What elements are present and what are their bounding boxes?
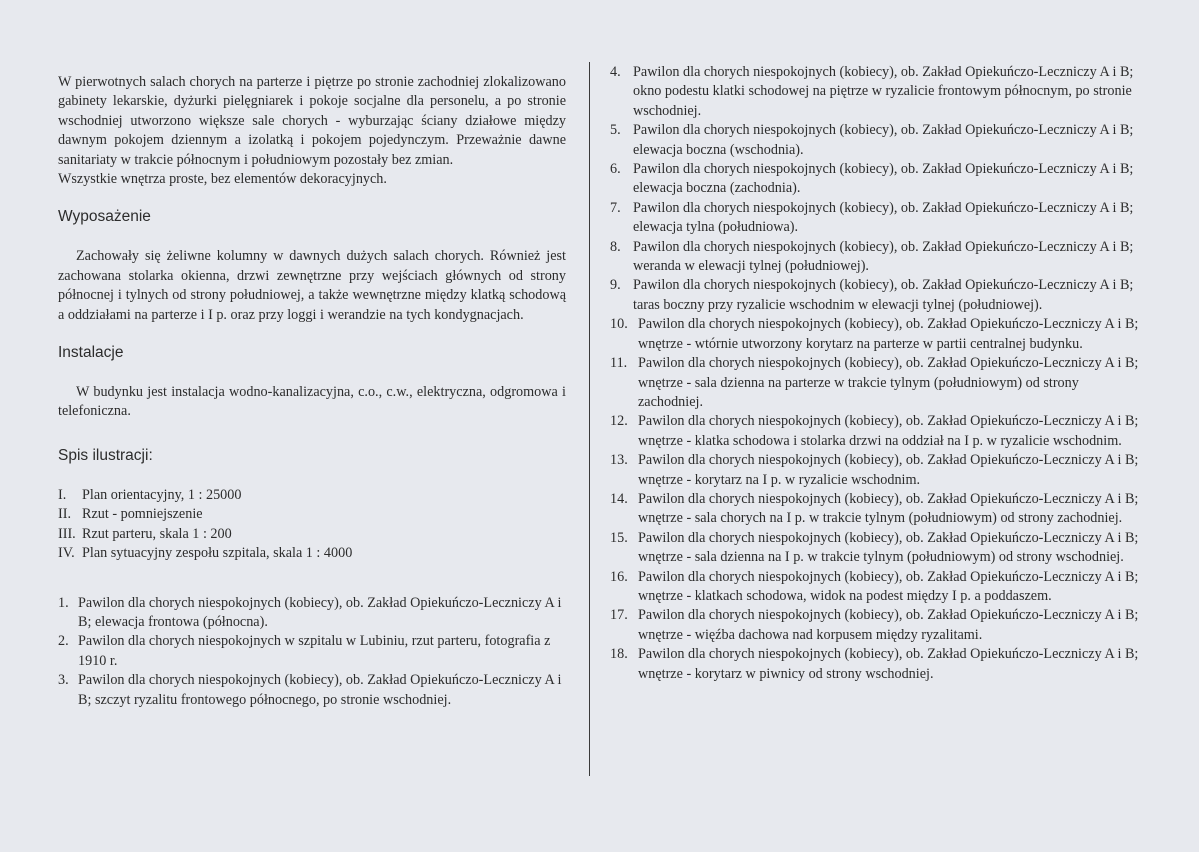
list-text: Plan orientacyjny, 1 : 25000 [82, 486, 242, 503]
list-number: 5. [610, 122, 621, 139]
list-number: IV. [58, 545, 75, 562]
right-column [610, 63, 1140, 684]
list-item [610, 121, 1140, 160]
list-item [610, 199, 1140, 238]
list-item [610, 529, 1140, 568]
list-item [610, 63, 1140, 121]
list-number: 3. [58, 672, 69, 689]
intro-last-line: Wszystkie wnętrza proste, bez elementów dekoracyjnych. [58, 171, 387, 188]
list-text: Pawilon dla chorych niespokojnych (kobiecy), ob. Zakład Opiekuńczo-Leczniczy A i B; elewacja tylna (południowa). [633, 199, 1134, 236]
list-text: Pawilon dla chorych niespokojnych (kobiecy), ob. Zakład Opiekuńczo-Leczniczy A i B; szczyt ryzalitu frontowego północnego, po stronie wschodniej. [78, 672, 562, 708]
list-item [610, 490, 1140, 529]
spacer [58, 564, 566, 594]
list-number: 11. [610, 355, 628, 372]
list-number: 14. [610, 490, 628, 507]
list-number: 1. [58, 594, 69, 611]
list-text: Pawilon dla chorych niespokojnych (kobiecy), ob. Zakład Opiekuńczo-Leczniczy A i B; wnętrze - wtórnie utworzony korytarz na parterze w partii centralnej budynku. [638, 316, 1139, 352]
heading-equipment: Wyposażenie [58, 208, 151, 226]
list-number: II. [58, 506, 71, 523]
list-number: 18. [610, 646, 628, 663]
equipment-paragraph: Zachowały się żeliwne kolumny w dawnych dużych salach chorych. Również jest zachowana stolarka okienna, drzwi zewnętrzne przy wejściach głównych od strony północnej i tylnych od strony południowej, a także wewnętrzne między klatką schodową a oddziałami na parterze i I p. oraz przy loggi i werandzie na tych kondygnacjach. [58, 248, 566, 323]
list-item [58, 486, 566, 505]
list-text: Plan sytuacyjny zespołu szpitala, skala 1 : 4000 [82, 545, 353, 562]
list-text: Pawilon dla chorych niespokojnych w szpitalu w Lubiniu, rzut parteru, fotografia z 1910 r. [78, 633, 551, 669]
list-number: I. [58, 486, 67, 503]
list-text: Pawilon dla chorych niespokojnych (kobiecy), ob. Zakład Opiekuńczo-Leczniczy A i B; wnętrze - klatkach schodowa, widok na podest między I p. a poddaszem. [638, 568, 1139, 604]
list-text: Rzut - pomniejszenie [82, 506, 203, 523]
roman-list [58, 486, 566, 564]
list-text: Pawilon dla chorych niespokojnych (kobiecy), ob. Zakład Opiekuńczo-Leczniczy A i B; wnętrze - sala dzienna na parterze w trakcie tylnym (południowym) od strony zachodniej. [638, 355, 1139, 410]
list-text: Pawilon dla chorych niespokojnych (kobiecy), ob. Zakład Opiekuńczo-Leczniczy A i B; wnętrze - korytarz na I p. w ryzalicie wschodnim. [638, 452, 1139, 488]
list-text: Pawilon dla chorych niespokojnych (kobiecy), ob. Zakład Opiekuńczo-Leczniczy A i B; wnętrze - więźba dachowa nad korpusem między ryzalitami. [638, 607, 1139, 643]
list-item [610, 412, 1140, 451]
list-text: Rzut parteru, skala 1 : 200 [82, 525, 232, 542]
list-number: 15. [610, 529, 628, 546]
list-text: Pawilon dla chorych niespokojnych (kobiecy), ob. Zakład Opiekuńczo-Leczniczy A i B; weranda w elewacji tylnej (południowej). [633, 238, 1134, 275]
list-item [610, 645, 1140, 684]
list-item [610, 160, 1140, 199]
heading-installations: Instalacje [58, 344, 124, 362]
list-item [610, 606, 1140, 645]
list-item [58, 505, 566, 524]
list-item [58, 632, 566, 671]
list-item [58, 525, 566, 544]
list-number: 13. [610, 452, 628, 469]
installations-paragraph: W budynku jest instalacja wodno-kanalizacyjna, c.o., c.w., elektryczna, odgromowa i telefoniczna. [58, 384, 566, 420]
intro-paragraph: W pierwotnych salach chorych na parterze i piętrze po stronie zachodniej zlokalizowano gabinety lekarskie, dyżurki pielęgniarek i pokoje socjalne dla personelu, a po stronie wschodniej utworzono większe sale chorych - wyburzając ściany działowe między dawnym pokojem dziennym a izolatką i pokojem pojedynczym. Przeważnie dawne sanitariaty w trakcie północnym i południowym pozostały bez zmian. [58, 74, 566, 168]
numbered-list-left [58, 594, 566, 710]
list-item [610, 354, 1140, 412]
list-text: Pawilon dla chorych niespokojnych (kobiecy), ob. Zakład Opiekuńczo-Leczniczy A i B; wnętrze - klatka schodowa i stolarka drzwi na oddział na I p. w ryzalicie wschodnim. [638, 413, 1139, 449]
list-number: 7. [610, 199, 621, 216]
list-item [58, 594, 566, 633]
list-item [58, 544, 566, 563]
list-number: 9. [610, 277, 621, 294]
list-item [610, 568, 1140, 607]
list-text: Pawilon dla chorych niespokojnych (kobiecy), ob. Zakład Opiekuńczo-Leczniczy A i B; elewacja boczna (wschodnia). [633, 122, 1134, 158]
list-text: Pawilon dla chorych niespokojnych (kobiecy), ob. Zakład Opiekuńczo-Leczniczy A i B; elewacja boczna (zachodnia). [633, 161, 1134, 197]
list-number: 2. [58, 633, 69, 650]
list-number: 4. [610, 64, 621, 80]
list-number: 16. [610, 568, 628, 585]
list-item [610, 276, 1140, 315]
list-item [58, 671, 566, 710]
list-number: 12. [610, 413, 628, 430]
list-item [610, 451, 1140, 490]
list-text: Pawilon dla chorych niespokojnych (kobiecy), ob. Zakład Opiekuńczo-Leczniczy A i B; okno podestu klatki schodowej na piętrze w ryzalicie frontowym północnym, po stronie wschodniej. [633, 64, 1134, 119]
column-divider [589, 62, 590, 776]
list-text: Pawilon dla chorych niespokojnych (kobiecy), ob. Zakład Opiekuńczo-Leczniczy A i B; elewacja frontowa (północna). [78, 594, 562, 630]
heading-illustrations: Spis ilustracji: [58, 446, 153, 464]
list-number: 10. [610, 316, 628, 333]
list-text: Pawilon dla chorych niespokojnych (kobiecy), ob. Zakład Opiekuńczo-Leczniczy A i B; wnętrze - sala dzienna na I p. w trakcie tylnym (południowym) od strony wschodniej. [638, 529, 1139, 566]
list-item [610, 238, 1140, 277]
list-number: III. [58, 525, 76, 542]
left-column [58, 73, 566, 710]
list-text: Pawilon dla chorych niespokojnych (kobiecy), ob. Zakład Opiekuńczo-Leczniczy A i B; taras boczny przy ryzalicie wschodnim w elewacji tylnej (południowej). [633, 277, 1134, 313]
list-text: Pawilon dla chorych niespokojnych (kobiecy), ob. Zakład Opiekuńczo-Leczniczy A i B; wnętrze - sala chorych na I p. w trakcie tylnym (południowym) od strony zachodniej. [638, 490, 1139, 527]
list-number: 8. [610, 238, 621, 255]
list-text: Pawilon dla chorych niespokojnych (kobiecy), ob. Zakład Opiekuńczo-Leczniczy A i B; wnętrze - korytarz w piwnicy od strony wschodniej. [638, 646, 1139, 682]
list-number: 6. [610, 161, 621, 178]
numbered-list-right [610, 63, 1140, 684]
list-item [610, 315, 1140, 354]
list-number: 17. [610, 607, 628, 624]
